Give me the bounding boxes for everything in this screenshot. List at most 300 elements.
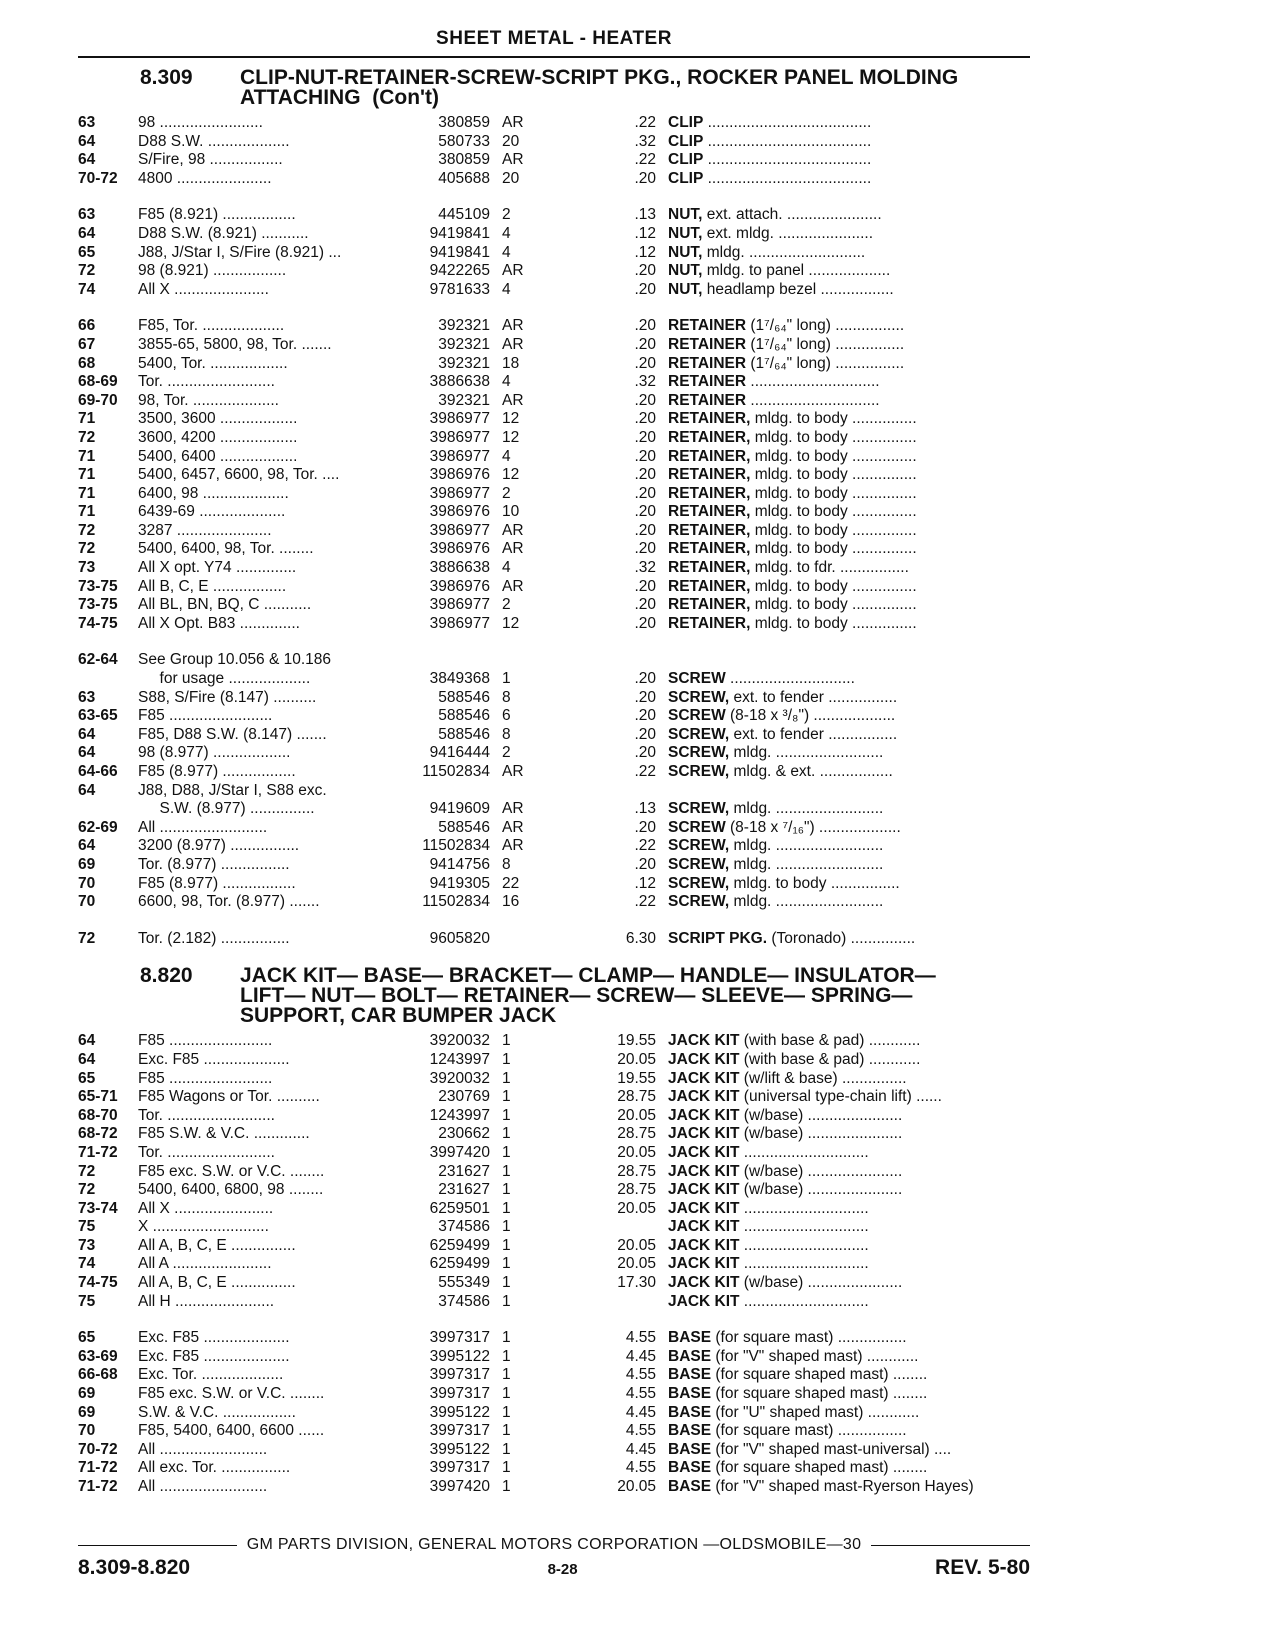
- part-name: NUT,: [668, 280, 703, 298]
- part-number-cell: 11502834: [422, 893, 490, 911]
- model-cell: 3600, 4200 ..................: [138, 428, 298, 446]
- model-cell: F85 ........................: [138, 1032, 273, 1050]
- model-cell: Exc. Tor. ...................: [138, 1366, 284, 1384]
- model-cell: 3287 ......................: [138, 521, 272, 539]
- part-detail: .............................: [725, 670, 855, 688]
- year-cell: 71: [78, 466, 96, 484]
- price-cell: 20.05: [617, 1106, 656, 1124]
- quantity-cell: AR: [502, 391, 524, 409]
- description-cell: [668, 1088, 1030, 1107]
- price-cell: .20: [634, 744, 656, 762]
- description-cell: [668, 744, 1030, 763]
- part-detail: mldg. to body ...............: [750, 540, 917, 558]
- part-number-cell: 3986976: [429, 466, 490, 484]
- part-detail: mldg. to body ...............: [750, 410, 917, 428]
- year-cell: 72: [78, 1162, 96, 1180]
- part-name: JACK KIT: [668, 1032, 740, 1050]
- price-cell: .20: [634, 410, 656, 428]
- table-row: [78, 1070, 1030, 1089]
- year-cell: 72: [78, 521, 96, 539]
- section-number: 8.309: [140, 66, 193, 89]
- model-cell: 3200 (8.977) ................: [138, 837, 300, 855]
- model-cell: 5400, 6400 ..................: [138, 447, 298, 465]
- part-name: BASE: [668, 1440, 712, 1458]
- group-spacer: [78, 188, 1030, 206]
- part-detail: ......................................: [703, 114, 872, 131]
- part-detail: ......................................: [703, 132, 872, 150]
- description-cell: [668, 503, 1030, 522]
- description-cell: [668, 206, 1030, 225]
- description-cell: [668, 1293, 1030, 1312]
- section-heading: [78, 966, 1030, 1026]
- part-number-cell: [406, 651, 490, 670]
- year-cell: 64: [78, 151, 96, 169]
- quantity-cell: 18: [502, 354, 520, 372]
- footer-rule-right: [871, 1545, 1030, 1546]
- price-cell: .20: [634, 354, 656, 372]
- price-cell: .20: [634, 169, 656, 187]
- year-cell: 70: [78, 1422, 96, 1440]
- model-cell: F85 Wagons or Tor. ..........: [138, 1088, 320, 1106]
- description-cell: [668, 726, 1030, 745]
- price-cell: 28.75: [617, 1125, 656, 1143]
- price-cell: 4.55: [625, 1385, 656, 1403]
- part-name: SCREW: [668, 818, 726, 836]
- page-title: SHEET METAL - HEATER: [436, 28, 672, 49]
- part-detail: ......................................: [703, 169, 872, 187]
- part-detail: (w/base) ......................: [739, 1274, 903, 1292]
- table-row: [78, 114, 1030, 133]
- model-cell: All exc. Tor. ................: [138, 1459, 291, 1477]
- table-row: [78, 1478, 1030, 1497]
- part-detail: (w/base) ......................: [739, 1162, 903, 1180]
- description-cell: [668, 1255, 1030, 1274]
- model-cell: F85 exc. S.W. or V.C. ........: [138, 1162, 325, 1180]
- part-number-cell: 392321: [438, 317, 490, 335]
- part-detail: .............................: [739, 1236, 869, 1254]
- model-cell: 4800 ......................: [138, 169, 272, 187]
- description-cell: [668, 540, 1030, 559]
- year-cell: 71-72: [78, 1143, 118, 1161]
- table-row: [78, 1459, 1030, 1478]
- description-cell: [668, 410, 1030, 429]
- part-name: JACK KIT: [668, 1255, 740, 1273]
- footer-section-range: 8.309-8.820: [78, 1556, 191, 1579]
- year-cell: 63-65: [78, 707, 118, 725]
- quantity-cell: 1: [502, 1440, 511, 1458]
- description-cell: [668, 596, 1030, 615]
- quantity-cell: 1: [502, 1366, 511, 1384]
- model-cell: 5400, 6400, 6800, 98 ........: [138, 1181, 324, 1199]
- price-cell: 4.55: [625, 1366, 656, 1384]
- part-number-cell: 9605820: [429, 929, 490, 947]
- table-row: [78, 578, 1030, 597]
- description-cell: [668, 466, 1030, 485]
- part-name: BASE: [668, 1329, 712, 1347]
- part-detail: (for "V" shaped mast-Ryerson Hayes): [711, 1478, 974, 1495]
- quantity-cell: 1: [502, 1162, 511, 1180]
- part-detail: .............................: [739, 1143, 869, 1161]
- price-cell: .20: [634, 317, 656, 335]
- table-row: [78, 1237, 1030, 1256]
- part-detail: mldg. to body ...............: [750, 466, 917, 484]
- description-cell: [668, 244, 1030, 263]
- year-cell: 74-75: [78, 614, 118, 632]
- description-cell: [668, 170, 1030, 189]
- model-cell: Tor. .........................: [138, 373, 275, 391]
- part-name: BASE: [668, 1478, 712, 1495]
- part-number-cell: 3920032: [429, 1069, 490, 1087]
- part-number-cell: 392321: [438, 391, 490, 409]
- year-cell: 71-72: [78, 1459, 118, 1477]
- quantity-cell: 1: [502, 1106, 511, 1124]
- quantity-cell: 2: [502, 596, 511, 614]
- part-name: CLIP: [668, 132, 704, 150]
- part-detail: mldg. .........................: [729, 855, 884, 873]
- part-number-cell: 3986976: [429, 577, 490, 595]
- quantity-cell: 1: [502, 1236, 511, 1254]
- description-cell: [668, 392, 1030, 411]
- price-cell: 20.05: [617, 1199, 656, 1217]
- table-row: [78, 206, 1030, 225]
- year-cell: 71: [78, 503, 96, 521]
- model-cell: 6400, 98 ....................: [138, 484, 289, 502]
- description-cell: [668, 1237, 1030, 1256]
- price-cell: .20: [634, 540, 656, 558]
- year-cell: 62-69: [78, 818, 118, 836]
- description-cell: [668, 1348, 1030, 1367]
- part-name: RETAINER,: [668, 466, 751, 484]
- description-cell: [668, 559, 1030, 578]
- price-cell: .22: [634, 893, 656, 911]
- part-number-cell: 1243997: [429, 1050, 490, 1068]
- price-cell: .20: [634, 484, 656, 502]
- part-number-cell: 555349: [438, 1274, 490, 1292]
- year-cell: [78, 670, 138, 689]
- part-number-cell: 3849368: [429, 670, 490, 688]
- part-number-cell: 374586: [438, 1292, 490, 1310]
- description-cell: [668, 448, 1030, 467]
- description-cell: [668, 819, 1030, 838]
- year-cell: 68-70: [78, 1106, 118, 1124]
- model-cell: All .........................: [138, 818, 268, 836]
- model-cell: Exc. F85 ....................: [138, 1050, 290, 1068]
- model-cell: All B, C, E .................: [138, 577, 287, 595]
- table-row: [78, 744, 1030, 763]
- part-detail: (for square shaped mast) ........: [711, 1459, 928, 1477]
- table-row: [78, 856, 1030, 875]
- description-cell: [668, 800, 1030, 819]
- part-number-cell: 9416444: [429, 744, 490, 762]
- part-name: NUT,: [668, 243, 703, 261]
- catalog-page: [78, 28, 1030, 1497]
- part-number-cell: 392321: [438, 354, 490, 372]
- description-cell: [668, 317, 1030, 336]
- part-number-cell: 3986976: [429, 540, 490, 558]
- quantity-cell: 1: [502, 1088, 511, 1106]
- part-name: JACK KIT: [668, 1125, 740, 1143]
- footer-bottom: [78, 1556, 1030, 1580]
- part-detail: mldg. .........................: [729, 744, 884, 762]
- model-cell: Exc. F85 ....................: [138, 1329, 290, 1347]
- part-name: BASE: [668, 1366, 712, 1384]
- quantity-cell: 4: [502, 224, 511, 242]
- description-cell: [668, 1385, 1030, 1404]
- part-name: JACK KIT: [668, 1162, 740, 1180]
- quantity-cell: 1: [502, 1403, 511, 1421]
- price-cell: 20.05: [617, 1255, 656, 1273]
- part-detail: (for "V" shaped mast-universal) ....: [711, 1440, 952, 1458]
- table-row: [78, 893, 1030, 912]
- description-cell: [668, 689, 1030, 708]
- model-cell: F85, D88 S.W. (8.147) .......: [138, 725, 327, 743]
- model-cell: 5400, 6457, 6600, 98, Tor. ....: [138, 466, 340, 484]
- quantity-cell: AR: [502, 114, 524, 131]
- price-cell: .12: [634, 874, 656, 892]
- section-title: [240, 966, 1030, 1026]
- part-name: JACK KIT: [668, 1274, 740, 1292]
- part-number-cell: 580733: [438, 132, 490, 150]
- year-cell: 66-68: [78, 1366, 118, 1384]
- description-cell: [668, 1218, 1030, 1237]
- model-cell: All A, B, C, E ...............: [138, 1274, 296, 1292]
- quantity-cell: AR: [502, 577, 524, 595]
- table-row: [78, 726, 1030, 745]
- price-cell: 6.30: [625, 929, 656, 947]
- part-number-cell: 3997317: [429, 1385, 490, 1403]
- price-cell: 17.30: [617, 1274, 656, 1292]
- part-name: BASE: [668, 1385, 712, 1403]
- table-row: [78, 1200, 1030, 1219]
- model-cell: 5400, 6400, 98, Tor. ........: [138, 540, 314, 558]
- part-number-cell: 11502834: [422, 763, 490, 780]
- quantity-cell: AR: [502, 521, 524, 539]
- price-cell: .22: [634, 763, 656, 780]
- part-name: BASE: [668, 1422, 712, 1440]
- description-cell: [668, 522, 1030, 541]
- price-cell: .13: [634, 206, 656, 224]
- price-cell: .12: [634, 224, 656, 242]
- description-cell: [668, 1459, 1030, 1478]
- quantity-cell: 22: [502, 874, 520, 892]
- description-cell: [668, 485, 1030, 504]
- footer-rule-left: [78, 1545, 237, 1546]
- quantity-cell: 2: [502, 744, 511, 762]
- model-cell: J88, D88, J/Star I, S88 exc.: [138, 781, 327, 799]
- part-name: RETAINER: [668, 373, 747, 391]
- part-number-cell: 3997317: [429, 1366, 490, 1384]
- table-row: [78, 540, 1030, 559]
- quantity-cell: 1: [502, 670, 511, 688]
- part-detail: mldg. to body ...............: [750, 521, 917, 539]
- description-cell: [668, 1181, 1030, 1200]
- year-cell: 70: [78, 893, 96, 911]
- part-number-cell: 3920032: [429, 1032, 490, 1050]
- part-number-cell: 11502834: [422, 837, 490, 855]
- part-number-cell: [406, 782, 490, 801]
- part-number-cell: 3997317: [429, 1422, 490, 1440]
- table-row: [78, 225, 1030, 244]
- description-cell: [668, 1200, 1030, 1219]
- description-cell: [668, 114, 1030, 133]
- part-number-cell: 9419841: [429, 243, 490, 261]
- quantity-cell: 8: [502, 688, 511, 706]
- model-cell: F85 (8.977) .................: [138, 763, 296, 780]
- quantity-cell: 12: [502, 410, 520, 428]
- description-cell: [668, 856, 1030, 875]
- table-row: [78, 503, 1030, 522]
- part-detail: mldg. to panel ...................: [702, 262, 891, 280]
- table-row: [78, 670, 1030, 689]
- table-row: [78, 373, 1030, 392]
- year-cell: 65: [78, 243, 96, 261]
- year-cell: 63: [78, 206, 96, 224]
- year-cell: 64: [78, 1032, 96, 1050]
- part-number-cell: 9419841: [429, 224, 490, 242]
- table-row: [78, 170, 1030, 189]
- description-cell: [668, 763, 1030, 782]
- part-detail: ......................................: [703, 151, 872, 169]
- part-name: JACK KIT: [668, 1050, 740, 1068]
- year-cell: 71: [78, 447, 96, 465]
- part-number-cell: 3886638: [429, 559, 490, 577]
- table-row: [78, 1404, 1030, 1423]
- model-cell: 98 ........................: [138, 114, 263, 131]
- table-row: [78, 596, 1030, 615]
- quantity-cell: AR: [502, 262, 524, 280]
- quantity-cell: 12: [502, 614, 520, 632]
- section-number: 8.820: [140, 964, 193, 988]
- year-cell: 74: [78, 1255, 96, 1273]
- description-cell: [668, 151, 1030, 170]
- price-cell: .20: [634, 596, 656, 614]
- quantity-cell: 6: [502, 707, 511, 725]
- table-row: [78, 133, 1030, 152]
- part-number-cell: 445109: [438, 206, 490, 224]
- table-row: [78, 1163, 1030, 1182]
- part-detail: .............................: [739, 1255, 869, 1273]
- part-number-cell: 3997420: [429, 1478, 490, 1495]
- quantity-cell: 1: [502, 1292, 511, 1310]
- description-cell: [668, 1478, 1030, 1497]
- description-cell: [668, 615, 1030, 634]
- description-cell: [668, 1107, 1030, 1126]
- part-number-cell: 405688: [438, 169, 490, 187]
- quantity-cell: 10: [502, 503, 520, 521]
- table-row: [78, 336, 1030, 355]
- part-name: SCREW: [668, 707, 726, 725]
- year-cell: 73: [78, 559, 96, 577]
- model-cell: J88, J/Star I, S/Fire (8.921) ...: [138, 243, 342, 261]
- year-cell: 68: [78, 354, 96, 372]
- model-cell: S88, S/Fire (8.147) ..........: [138, 688, 317, 706]
- description-cell: [668, 1125, 1030, 1144]
- part-detail: .............................: [739, 1199, 869, 1217]
- year-cell: 75: [78, 1292, 96, 1310]
- group-spacer: [78, 299, 1030, 317]
- part-name: RETAINER,: [668, 484, 751, 502]
- price-cell: .20: [634, 447, 656, 465]
- year-cell: 63: [78, 114, 96, 131]
- price-cell: 28.75: [617, 1088, 656, 1106]
- part-number-cell: 3995122: [429, 1403, 490, 1421]
- group-spacer: [78, 912, 1030, 930]
- part-name: SCREW,: [668, 893, 730, 911]
- quantity-cell: 1: [502, 1422, 511, 1440]
- quantity-cell: AR: [502, 151, 524, 169]
- table-row: [78, 281, 1030, 300]
- part-detail: headlamp bezel .................: [702, 280, 894, 298]
- description-cell: [668, 1144, 1030, 1163]
- part-name: SCREW,: [668, 855, 730, 873]
- table-row: [78, 1051, 1030, 1070]
- part-number-cell: 3986977: [429, 614, 490, 632]
- model-cell: See Group 10.056 & 10.186: [138, 651, 332, 669]
- table-row: [78, 1348, 1030, 1367]
- model-cell: All .........................: [138, 1478, 268, 1495]
- price-cell: 4.55: [625, 1422, 656, 1440]
- model-cell: 98 (8.921) .................: [138, 262, 287, 280]
- table-row: [78, 1385, 1030, 1404]
- price-cell: .20: [634, 280, 656, 298]
- part-name: JACK KIT: [668, 1218, 740, 1236]
- price-cell: 20.05: [617, 1478, 656, 1495]
- description-cell: [668, 1274, 1030, 1293]
- price-cell: .20: [634, 503, 656, 521]
- part-number-cell: 1243997: [429, 1106, 490, 1124]
- part-number-cell: 380859: [438, 151, 490, 169]
- description-cell: [668, 837, 1030, 856]
- price-cell: 19.55: [617, 1069, 656, 1087]
- year-cell: 65: [78, 1329, 96, 1347]
- quantity-cell: 4: [502, 243, 511, 261]
- year-cell: 71: [78, 484, 96, 502]
- model-cell: F85 ........................: [138, 707, 273, 725]
- model-cell: All .........................: [138, 1440, 268, 1458]
- table-row: [78, 317, 1030, 336]
- part-detail: ext. mldg. ......................: [702, 224, 873, 242]
- part-name: RETAINER,: [668, 410, 751, 428]
- footer-page-number: 8-28: [547, 1561, 578, 1578]
- model-cell: D88 S.W. ...................: [138, 132, 290, 150]
- price-cell: .20: [634, 335, 656, 353]
- section-spacer: [78, 948, 1030, 956]
- part-number-cell: 3986977: [429, 596, 490, 614]
- part-detail: ..............................: [746, 391, 880, 409]
- price-cell: 4.45: [625, 1440, 656, 1458]
- description-cell: [668, 651, 1030, 670]
- part-name: JACK KIT: [668, 1199, 740, 1217]
- year-cell: 70: [78, 874, 96, 892]
- part-name: JACK KIT: [668, 1069, 740, 1087]
- description-cell: [668, 355, 1030, 374]
- part-name: RETAINER,: [668, 521, 751, 539]
- table-row: [78, 429, 1030, 448]
- part-number-cell: 3986976: [429, 503, 490, 521]
- model-cell: All BL, BN, BQ, C ...........: [138, 596, 312, 614]
- table-row: [78, 651, 1030, 670]
- part-name: SCREW,: [668, 688, 730, 706]
- model-cell: All X Opt. B83 ..............: [138, 614, 300, 632]
- year-cell: 67: [78, 335, 96, 353]
- footer-line: [78, 1536, 1030, 1554]
- table-row: [78, 448, 1030, 467]
- part-number-cell: 588546: [438, 707, 490, 725]
- quantity-cell: 20: [502, 132, 520, 150]
- year-cell: 72: [78, 1181, 96, 1199]
- part-detail: (1⁷/₆₄" long) ................: [746, 354, 905, 372]
- price-cell: 4.45: [625, 1403, 656, 1421]
